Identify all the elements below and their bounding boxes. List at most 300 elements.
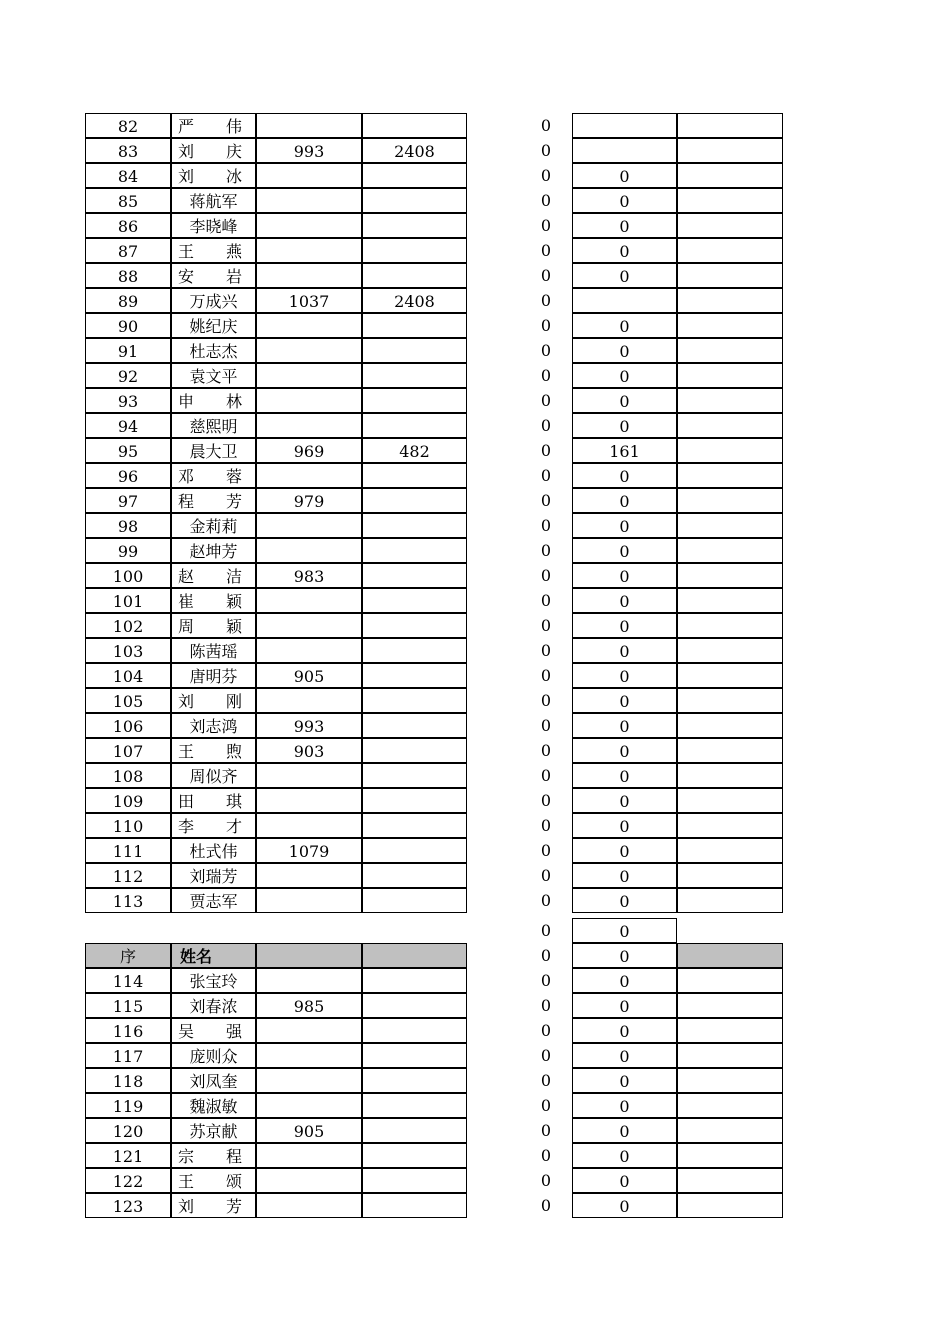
name-cell[interactable]: 刘瑞芳 <box>171 863 256 888</box>
empty-cell[interactable] <box>677 138 783 163</box>
row-number-cell[interactable]: 118 <box>85 1068 171 1093</box>
value-cell[interactable]: 0 <box>572 788 677 813</box>
empty-cell[interactable] <box>677 588 783 613</box>
value-cell[interactable] <box>256 363 362 388</box>
name-cell[interactable]: 田 琪 <box>171 788 256 813</box>
value-cell[interactable] <box>362 713 467 738</box>
value-cell[interactable] <box>362 1143 467 1168</box>
value-cell[interactable]: 0 <box>572 563 677 588</box>
value-cell[interactable] <box>256 1193 362 1218</box>
empty-cell[interactable] <box>677 863 783 888</box>
row-number-cell[interactable]: 95 <box>85 438 171 463</box>
value-cell[interactable] <box>256 638 362 663</box>
empty-cell[interactable] <box>677 113 783 138</box>
header-seq-cell[interactable]: 序 <box>85 943 171 968</box>
formula-result-cell[interactable]: 0 <box>540 996 552 1015</box>
value-cell[interactable] <box>362 1093 467 1118</box>
name-cell[interactable]: 杜志杰 <box>171 338 256 363</box>
formula-result-cell[interactable]: 0 <box>540 1021 552 1040</box>
value-cell[interactable] <box>362 488 467 513</box>
header-cell[interactable] <box>362 943 467 968</box>
name-cell[interactable]: 苏京献 <box>171 1118 256 1143</box>
value-cell[interactable] <box>256 1068 362 1093</box>
value-cell[interactable] <box>362 738 467 763</box>
name-cell[interactable]: 李 才 <box>171 813 256 838</box>
value-cell[interactable] <box>256 1043 362 1068</box>
row-number-cell[interactable]: 84 <box>85 163 171 188</box>
value-cell[interactable]: 0 <box>572 738 677 763</box>
value-cell[interactable]: 2408 <box>362 288 467 313</box>
row-number-cell[interactable]: 116 <box>85 1018 171 1043</box>
value-cell[interactable]: 161 <box>572 438 677 463</box>
empty-cell[interactable] <box>677 238 783 263</box>
empty-cell[interactable] <box>677 563 783 588</box>
name-cell[interactable]: 魏淑敏 <box>171 1093 256 1118</box>
empty-cell[interactable] <box>677 413 783 438</box>
value-cell[interactable]: 0 <box>572 588 677 613</box>
name-cell[interactable]: 王 燕 <box>171 238 256 263</box>
name-cell[interactable]: 王 煦 <box>171 738 256 763</box>
value-cell[interactable]: 905 <box>256 663 362 688</box>
row-number-cell[interactable]: 100 <box>85 563 171 588</box>
formula-result-cell[interactable]: 0 <box>540 691 552 710</box>
empty-cell[interactable] <box>677 263 783 288</box>
formula-result-cell[interactable]: 0 <box>540 891 552 910</box>
name-cell[interactable]: 安 岩 <box>171 263 256 288</box>
formula-result-cell[interactable]: 0 <box>540 946 552 965</box>
row-number-cell[interactable]: 122 <box>85 1168 171 1193</box>
row-number-cell[interactable]: 89 <box>85 288 171 313</box>
row-number-cell[interactable]: 109 <box>85 788 171 813</box>
name-cell[interactable]: 周 颖 <box>171 613 256 638</box>
row-number-cell[interactable]: 101 <box>85 588 171 613</box>
name-cell[interactable]: 唐明芬 <box>171 663 256 688</box>
formula-result-cell[interactable]: 0 <box>540 191 552 210</box>
value-cell[interactable] <box>256 263 362 288</box>
name-cell[interactable]: 周似齐 <box>171 763 256 788</box>
value-cell[interactable]: 0 <box>572 888 677 913</box>
value-cell[interactable] <box>572 113 677 138</box>
value-cell[interactable]: 983 <box>256 563 362 588</box>
value-cell[interactable] <box>362 1018 467 1043</box>
value-cell[interactable] <box>362 863 467 888</box>
value-cell[interactable] <box>362 1193 467 1218</box>
value-cell[interactable]: 0 <box>572 363 677 388</box>
value-cell[interactable] <box>572 138 677 163</box>
formula-result-cell[interactable]: 0 <box>540 641 552 660</box>
value-cell[interactable]: 1037 <box>256 288 362 313</box>
row-number-cell[interactable]: 93 <box>85 388 171 413</box>
row-number-cell[interactable]: 111 <box>85 838 171 863</box>
value-cell[interactable] <box>362 638 467 663</box>
row-number-cell[interactable]: 107 <box>85 738 171 763</box>
formula-result-cell[interactable]: 0 <box>540 591 552 610</box>
value-cell[interactable]: 0 <box>572 968 677 993</box>
value-cell[interactable]: 0 <box>572 463 677 488</box>
formula-result-cell[interactable]: 0 <box>540 541 552 560</box>
value-cell[interactable]: 0 <box>572 338 677 363</box>
name-cell[interactable]: 贾志军 <box>171 888 256 913</box>
formula-result-cell[interactable]: 0 <box>540 141 552 160</box>
row-number-cell[interactable]: 86 <box>85 213 171 238</box>
formula-result-cell[interactable]: 0 <box>540 166 552 185</box>
row-number-cell[interactable]: 120 <box>85 1118 171 1143</box>
name-cell[interactable]: 晨大卫 <box>171 438 256 463</box>
value-cell[interactable]: 0 <box>572 1068 677 1093</box>
value-cell[interactable] <box>362 313 467 338</box>
value-cell[interactable] <box>256 688 362 713</box>
value-cell[interactable] <box>362 993 467 1018</box>
row-number-cell[interactable]: 105 <box>85 688 171 713</box>
row-number-cell[interactable]: 92 <box>85 363 171 388</box>
empty-cell[interactable] <box>677 663 783 688</box>
row-number-cell[interactable]: 121 <box>85 1143 171 1168</box>
value-cell[interactable]: 0 <box>572 688 677 713</box>
value-cell[interactable]: 0 <box>572 313 677 338</box>
value-cell[interactable] <box>572 288 677 313</box>
value-cell[interactable]: 0 <box>572 213 677 238</box>
value-cell[interactable]: 0 <box>572 1168 677 1193</box>
empty-cell[interactable] <box>677 213 783 238</box>
name-cell[interactable]: 申 林 <box>171 388 256 413</box>
value-cell[interactable] <box>256 463 362 488</box>
value-cell[interactable] <box>362 463 467 488</box>
value-cell[interactable] <box>256 1018 362 1043</box>
value-cell[interactable]: 0 <box>572 663 677 688</box>
value-cell[interactable] <box>256 788 362 813</box>
name-cell[interactable]: 慈熙明 <box>171 413 256 438</box>
formula-result-cell[interactable]: 0 <box>540 1171 552 1190</box>
empty-cell[interactable] <box>677 188 783 213</box>
row-number-cell[interactable]: 99 <box>85 538 171 563</box>
value-cell[interactable] <box>256 238 362 263</box>
value-cell[interactable]: 0 <box>572 918 677 943</box>
value-cell[interactable]: 0 <box>572 238 677 263</box>
value-cell[interactable] <box>362 238 467 263</box>
formula-result-cell[interactable]: 0 <box>540 416 552 435</box>
value-cell[interactable] <box>256 1093 362 1118</box>
value-cell[interactable] <box>362 763 467 788</box>
name-cell[interactable]: 张宝玲 <box>171 968 256 993</box>
empty-cell[interactable] <box>677 888 783 913</box>
value-cell[interactable]: 0 <box>572 263 677 288</box>
value-cell[interactable]: 0 <box>572 638 677 663</box>
value-cell[interactable] <box>256 863 362 888</box>
value-cell[interactable] <box>256 1143 362 1168</box>
value-cell[interactable] <box>362 538 467 563</box>
value-cell[interactable] <box>362 788 467 813</box>
value-cell[interactable] <box>256 338 362 363</box>
empty-cell[interactable] <box>677 838 783 863</box>
formula-result-cell[interactable]: 0 <box>540 971 552 990</box>
value-cell[interactable]: 0 <box>572 1018 677 1043</box>
formula-result-cell[interactable]: 0 <box>540 1071 552 1090</box>
formula-result-cell[interactable]: 0 <box>540 741 552 760</box>
formula-result-cell[interactable]: 0 <box>540 441 552 460</box>
row-number-cell[interactable]: 83 <box>85 138 171 163</box>
formula-result-cell[interactable]: 0 <box>540 241 552 260</box>
value-cell[interactable]: 0 <box>572 838 677 863</box>
empty-cell[interactable] <box>677 1068 783 1093</box>
value-cell[interactable] <box>256 538 362 563</box>
value-cell[interactable] <box>362 588 467 613</box>
empty-cell[interactable] <box>677 338 783 363</box>
value-cell[interactable]: 993 <box>256 138 362 163</box>
row-number-cell[interactable]: 114 <box>85 968 171 993</box>
empty-cell[interactable] <box>677 163 783 188</box>
name-cell[interactable]: 姚纪庆 <box>171 313 256 338</box>
empty-cell[interactable] <box>677 638 783 663</box>
value-cell[interactable]: 903 <box>256 738 362 763</box>
value-cell[interactable]: 0 <box>572 943 677 968</box>
row-number-cell[interactable]: 123 <box>85 1193 171 1218</box>
value-cell[interactable] <box>362 1043 467 1068</box>
empty-cell[interactable] <box>677 513 783 538</box>
value-cell[interactable]: 0 <box>572 613 677 638</box>
value-cell[interactable] <box>362 1068 467 1093</box>
formula-result-cell[interactable]: 0 <box>540 216 552 235</box>
value-cell[interactable] <box>256 413 362 438</box>
formula-result-cell[interactable]: 0 <box>540 491 552 510</box>
value-cell[interactable] <box>362 113 467 138</box>
row-number-cell[interactable]: 117 <box>85 1043 171 1068</box>
name-cell[interactable]: 庞则众 <box>171 1043 256 1068</box>
empty-cell[interactable] <box>677 363 783 388</box>
value-cell[interactable]: 1079 <box>256 838 362 863</box>
name-cell[interactable]: 程 芳 <box>171 488 256 513</box>
row-number-cell[interactable]: 90 <box>85 313 171 338</box>
row-number-cell[interactable]: 103 <box>85 638 171 663</box>
empty-cell[interactable] <box>677 788 783 813</box>
value-cell[interactable] <box>362 388 467 413</box>
value-cell[interactable] <box>362 888 467 913</box>
empty-cell[interactable] <box>677 388 783 413</box>
formula-result-cell[interactable]: 0 <box>540 341 552 360</box>
name-cell[interactable]: 崔 颖 <box>171 588 256 613</box>
name-cell[interactable]: 吴 强 <box>171 1018 256 1043</box>
value-cell[interactable] <box>362 563 467 588</box>
value-cell[interactable] <box>362 213 467 238</box>
empty-cell[interactable] <box>677 1143 783 1168</box>
row-number-cell[interactable]: 88 <box>85 263 171 288</box>
formula-result-cell[interactable]: 0 <box>540 291 552 310</box>
value-cell[interactable] <box>362 263 467 288</box>
empty-cell[interactable] <box>677 538 783 563</box>
name-cell[interactable]: 刘春浓 <box>171 993 256 1018</box>
value-cell[interactable] <box>362 363 467 388</box>
row-number-cell[interactable]: 108 <box>85 763 171 788</box>
empty-cell[interactable] <box>677 438 783 463</box>
row-number-cell[interactable]: 106 <box>85 713 171 738</box>
formula-result-cell[interactable]: 0 <box>540 316 552 335</box>
row-number-cell[interactable]: 94 <box>85 413 171 438</box>
value-cell[interactable]: 0 <box>572 1143 677 1168</box>
value-cell[interactable]: 969 <box>256 438 362 463</box>
empty-cell[interactable] <box>677 313 783 338</box>
value-cell[interactable] <box>256 763 362 788</box>
value-cell[interactable]: 0 <box>572 388 677 413</box>
value-cell[interactable]: 0 <box>572 713 677 738</box>
row-number-cell[interactable]: 110 <box>85 813 171 838</box>
formula-result-cell[interactable]: 0 <box>540 791 552 810</box>
value-cell[interactable] <box>256 513 362 538</box>
value-cell[interactable] <box>256 968 362 993</box>
formula-result-cell[interactable]: 0 <box>540 1196 552 1215</box>
value-cell[interactable]: 993 <box>256 713 362 738</box>
empty-cell[interactable] <box>677 738 783 763</box>
row-number-cell[interactable]: 104 <box>85 663 171 688</box>
value-cell[interactable] <box>256 1168 362 1193</box>
row-number-cell[interactable]: 115 <box>85 993 171 1018</box>
empty-cell[interactable] <box>677 968 783 993</box>
row-number-cell[interactable]: 113 <box>85 888 171 913</box>
name-cell[interactable]: 刘凤奎 <box>171 1068 256 1093</box>
formula-result-cell[interactable]: 0 <box>540 1046 552 1065</box>
value-cell[interactable] <box>256 813 362 838</box>
header-name-cell[interactable]: 姓名 <box>171 943 256 968</box>
name-cell[interactable]: 赵 洁 <box>171 563 256 588</box>
name-cell[interactable]: 严 伟 <box>171 113 256 138</box>
value-cell[interactable]: 0 <box>572 413 677 438</box>
row-number-cell[interactable]: 96 <box>85 463 171 488</box>
formula-result-cell[interactable]: 0 <box>540 616 552 635</box>
value-cell[interactable]: 979 <box>256 488 362 513</box>
formula-result-cell[interactable]: 0 <box>540 841 552 860</box>
value-cell[interactable] <box>256 613 362 638</box>
value-cell[interactable] <box>256 163 362 188</box>
value-cell[interactable]: 0 <box>572 1193 677 1218</box>
name-cell[interactable]: 刘 刚 <box>171 688 256 713</box>
empty-cell[interactable] <box>677 463 783 488</box>
name-cell[interactable]: 宗 程 <box>171 1143 256 1168</box>
row-number-cell[interactable]: 98 <box>85 513 171 538</box>
value-cell[interactable] <box>362 968 467 993</box>
formula-result-cell[interactable]: 0 <box>540 921 552 940</box>
value-cell[interactable]: 482 <box>362 438 467 463</box>
value-cell[interactable] <box>362 1118 467 1143</box>
value-cell[interactable] <box>256 888 362 913</box>
formula-result-cell[interactable]: 0 <box>540 1096 552 1115</box>
row-number-cell[interactable]: 87 <box>85 238 171 263</box>
name-cell[interactable]: 邓 蓉 <box>171 463 256 488</box>
empty-cell[interactable] <box>677 1168 783 1193</box>
value-cell[interactable]: 0 <box>572 488 677 513</box>
value-cell[interactable]: 0 <box>572 1118 677 1143</box>
value-cell[interactable]: 0 <box>572 993 677 1018</box>
name-cell[interactable]: 刘 庆 <box>171 138 256 163</box>
empty-cell[interactable] <box>677 288 783 313</box>
empty-cell[interactable] <box>677 613 783 638</box>
value-cell[interactable] <box>362 513 467 538</box>
formula-result-cell[interactable]: 0 <box>540 266 552 285</box>
value-cell[interactable] <box>362 813 467 838</box>
value-cell[interactable]: 0 <box>572 513 677 538</box>
empty-cell[interactable] <box>677 688 783 713</box>
formula-result-cell[interactable]: 0 <box>540 391 552 410</box>
value-cell[interactable]: 985 <box>256 993 362 1018</box>
value-cell[interactable] <box>256 388 362 413</box>
formula-result-cell[interactable]: 0 <box>540 666 552 685</box>
row-number-cell[interactable]: 82 <box>85 113 171 138</box>
value-cell[interactable] <box>362 188 467 213</box>
value-cell[interactable] <box>362 413 467 438</box>
value-cell[interactable]: 0 <box>572 1043 677 1068</box>
name-cell[interactable]: 万成兴 <box>171 288 256 313</box>
name-cell[interactable]: 刘 冰 <box>171 163 256 188</box>
value-cell[interactable] <box>256 113 362 138</box>
value-cell[interactable]: 0 <box>572 863 677 888</box>
name-cell[interactable]: 李晓峰 <box>171 213 256 238</box>
name-cell[interactable]: 杜式伟 <box>171 838 256 863</box>
value-cell[interactable]: 0 <box>572 813 677 838</box>
row-number-cell[interactable]: 91 <box>85 338 171 363</box>
value-cell[interactable]: 0 <box>572 163 677 188</box>
value-cell[interactable] <box>362 688 467 713</box>
row-number-cell[interactable]: 102 <box>85 613 171 638</box>
value-cell[interactable] <box>362 663 467 688</box>
formula-result-cell[interactable]: 0 <box>540 716 552 735</box>
formula-result-cell[interactable]: 0 <box>540 1121 552 1140</box>
empty-cell[interactable] <box>677 1118 783 1143</box>
header-cell[interactable] <box>256 943 362 968</box>
empty-cell[interactable] <box>677 713 783 738</box>
empty-cell[interactable] <box>677 1193 783 1218</box>
formula-result-cell[interactable]: 0 <box>540 566 552 585</box>
value-cell[interactable]: 2408 <box>362 138 467 163</box>
name-cell[interactable]: 陈茜瑶 <box>171 638 256 663</box>
value-cell[interactable]: 0 <box>572 188 677 213</box>
name-cell[interactable]: 刘志鸿 <box>171 713 256 738</box>
value-cell[interactable] <box>362 613 467 638</box>
value-cell[interactable] <box>362 338 467 363</box>
value-cell[interactable]: 905 <box>256 1118 362 1143</box>
name-cell[interactable]: 袁文平 <box>171 363 256 388</box>
value-cell[interactable] <box>362 163 467 188</box>
value-cell[interactable]: 0 <box>572 538 677 563</box>
empty-cell[interactable] <box>677 1043 783 1068</box>
empty-cell[interactable] <box>677 763 783 788</box>
row-number-cell[interactable]: 85 <box>85 188 171 213</box>
value-cell[interactable] <box>256 588 362 613</box>
name-cell[interactable]: 金莉莉 <box>171 513 256 538</box>
empty-cell[interactable] <box>677 488 783 513</box>
formula-result-cell[interactable]: 0 <box>540 766 552 785</box>
row-number-cell[interactable]: 112 <box>85 863 171 888</box>
name-cell[interactable]: 王 颂 <box>171 1168 256 1193</box>
empty-cell[interactable] <box>677 993 783 1018</box>
empty-cell[interactable] <box>677 1093 783 1118</box>
empty-cell[interactable] <box>677 813 783 838</box>
name-cell[interactable]: 刘 芳 <box>171 1193 256 1218</box>
value-cell[interactable] <box>362 1168 467 1193</box>
formula-result-cell[interactable]: 0 <box>540 116 552 135</box>
formula-result-cell[interactable]: 0 <box>540 516 552 535</box>
name-cell[interactable]: 赵坤芳 <box>171 538 256 563</box>
value-cell[interactable]: 0 <box>572 1093 677 1118</box>
name-cell[interactable]: 蒋航军 <box>171 188 256 213</box>
formula-result-cell[interactable]: 0 <box>540 1146 552 1165</box>
formula-result-cell[interactable]: 0 <box>540 866 552 885</box>
value-cell[interactable] <box>256 188 362 213</box>
value-cell[interactable] <box>256 313 362 338</box>
row-number-cell[interactable]: 97 <box>85 488 171 513</box>
value-cell[interactable]: 0 <box>572 763 677 788</box>
formula-result-cell[interactable]: 0 <box>540 816 552 835</box>
value-cell[interactable] <box>362 838 467 863</box>
row-number-cell[interactable]: 119 <box>85 1093 171 1118</box>
empty-cell[interactable] <box>677 1018 783 1043</box>
formula-result-cell[interactable]: 0 <box>540 366 552 385</box>
